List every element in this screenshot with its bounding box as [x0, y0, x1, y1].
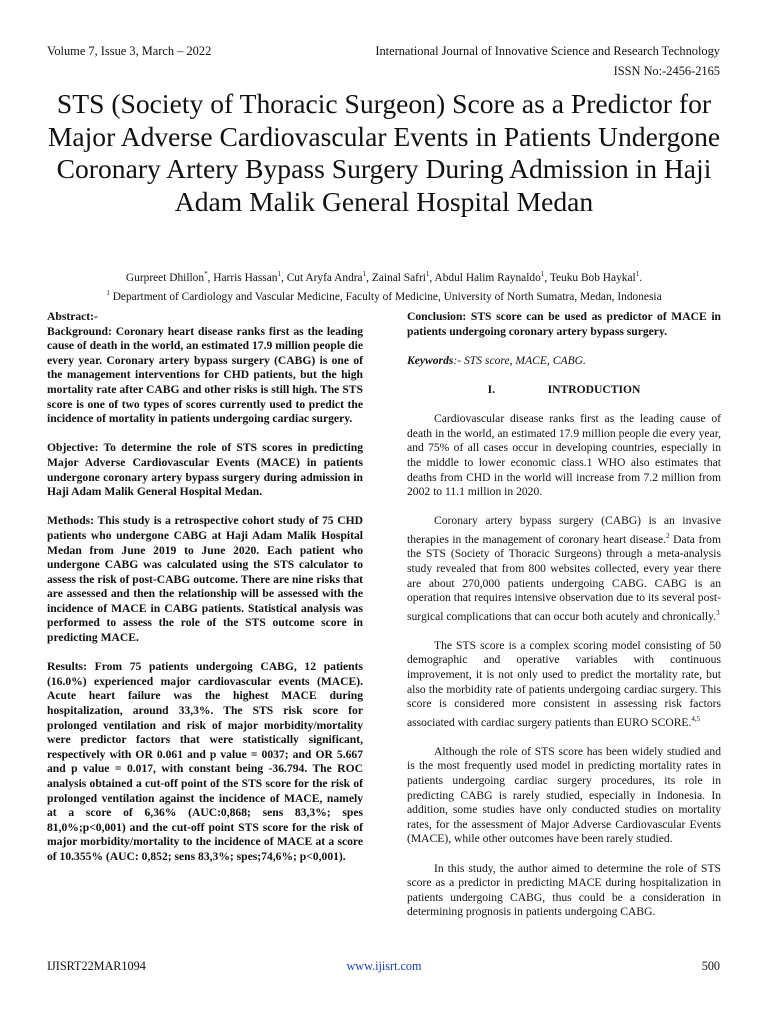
- abstract-conclusion: Conclusion: STS score can be used as predictor of MACE in patients undergoing coronary artery bypass surgery.: [407, 310, 721, 338]
- author-name: Gurpreet Dhillon: [125, 271, 205, 284]
- keywords-text: :- STS score, MACE, CABG.: [453, 353, 586, 367]
- affiliation-mark: 1: [277, 270, 281, 278]
- paper-title: STS (Society of Thoracic Surgeon) Score as a Predictor for Major Adverse Cardiovascular Events in Patients Undergone Coronary Artery Bypass Surgery During Admission in Haji Adam Malik General Hospital Medan: [47, 88, 721, 217]
- citation-ref: 3: [716, 608, 720, 617]
- abstract-results: Results: From 75 patients undergoing CABG, 12 patients (16.0%) experienced major cardiovascular events (MACE). Acute heart failure was the highest MACE during hospitalization, around 33,3%. The STS risk score for prolonged ventilation and risk of major morbidity/mortality were predictor factors that were statistically significant, respectively with OR 0.061 and p value = 0037; and OR 5.667 and p value = 0.017, with constant being -36.794. The ROC analysis obtained a cut-off point of the STS score for the risk of prolonged ventilation against the incidence of MACE, namely at a score of 6,36% (AUC:0,868; sens 83,3%; spes 81,0%;p<0,001) and the cut-off point STS score for the risk of major morbidity/mortality to the incidence of MACE at a score of 10.355% (AUC: 0,852; sens 83,3%; spes;74,6%; p<0,001).: [47, 660, 363, 863]
- intro-paragraph-1: Cardiovascular disease ranks first as the leading cause of death in the world, an estimated 17.9 million people die every year, and 75% of all cases occur in developing countries, especially in the middle to lower economic class.1 WHO also estimates that deaths from CHD in the world will increase from 7.2 million from 2002 to 11.1 million in 2020.: [407, 412, 721, 499]
- footer-page-number: 500: [701, 959, 720, 973]
- author-name: Harris Hassan: [213, 271, 278, 284]
- author-name: Zainal Safri: [371, 271, 426, 284]
- abstract-methods: Methods: This study is a retrospective cohort study of 75 CHD patients who undergone CABG at Haji Adam Malik Hospital Medan from June 2019 to June 2020. Each patient who undergone CABG was calculated using the STS calculator to assess the risk of post-CABG outcome. There are nine risks that are assessed and then the relationship will be assessed with the incidence of MACE in CABG patients. Statistical analysis was performed to assess the role of the STS outcome score in predicting MACE.: [47, 514, 363, 645]
- affiliation: [40, 286, 728, 305]
- author-name: Cut Aryfa Andra: [286, 271, 363, 284]
- intro-paragraph-2: [407, 514, 721, 624]
- paragraph-text: Data from the STS (Society of Thoracic Surgeons) through a meta-analysis study revealed that from 800 websites collected, every year there are about 270,000 patients undergoing CABG. CABG is an operation that requires intensive observation due to its several post-surgical complications that can occur both acutely and chronically.: [407, 532, 721, 623]
- abstract-objective: Objective: To determine the role of STS scores in predicting Major Adverse Cardiovascular Events (MACE) in patients undergone coronary artery bypass surgery during admission in Haji Adam Malik General Hospital Medan.: [47, 441, 363, 499]
- intro-paragraph-5: In this study, the author aimed to determine the role of STS score as a predictor in predicting MACE during hospitalization in patients undergoing CABG, thus could be a consideration in determining prognosis in patients undergoing CABG.: [407, 861, 721, 919]
- section-heading: [407, 383, 721, 398]
- paragraph-text: Coronary artery bypass surgery (CABG) is an invasive therapies in the management of coronary heart disease.: [407, 514, 721, 546]
- citation-ref: 4,5: [691, 714, 701, 723]
- intro-paragraph-3: [407, 639, 721, 730]
- keywords-label: Keywords: [407, 353, 454, 367]
- affiliation-mark: 1: [106, 288, 110, 297]
- section-number: I.: [487, 382, 496, 396]
- affiliation-mark: 1: [540, 270, 545, 278]
- header-journal: International Journal of Innovative Science and Research Technology: [375, 44, 720, 58]
- author-list: Gurpreet Dhillon*, Harris Hassan$^1$, Cut Aryfa Andra$^1$, Zainal Safri$^1$, Abdul Halim Raynaldo$^1$, Teuku Bob Haykal$^1$.: [125, 270, 643, 284]
- abstract-label: Abstract:-: [47, 310, 98, 323]
- section-title: INTRODUCTION: [547, 382, 641, 396]
- corresponding-mark: *: [204, 270, 208, 278]
- author-block: [40, 267, 728, 305]
- affiliation-mark: 1: [635, 270, 640, 278]
- affiliation-mark: 1: [362, 270, 367, 278]
- header-issn: ISSN No:-2456-2165: [613, 64, 720, 78]
- citation-ref: 2: [666, 531, 670, 540]
- author-name: Teuku Bob Haykal: [549, 271, 636, 284]
- affiliation-mark: 1: [425, 270, 430, 278]
- paragraph-text: The STS score is a complex scoring model consisting of 50 demographic and operative variables with continuous improvement, it is not only used to predict the mortality rate, but also the morbidity rate of patients undergoing cardiac surgery. This score is considered more consistent in assessing risk factors associated with cardiac surgery patients than EURO SCORE.: [407, 638, 721, 729]
- footer-website-link[interactable]: www.ijisrt.com: [346, 959, 422, 973]
- keywords: [407, 354, 721, 369]
- footer-article-id: IJISRT22MAR1094: [47, 959, 146, 973]
- affiliation-text: Department of Cardiology and Vascular Medicine, Faculty of Medicine, University of North Sumatra, Medan, Indonesia: [109, 290, 662, 303]
- left-column: [47, 310, 363, 865]
- abstract-background: Background: Coronary heart disease ranks first as the leading cause of death in the world, an estimated 17.9 million people die every year. Coronary artery bypass surgery (CABG) is one of the management interventions for CHD patients, but the high mortality rate after CABG and other risks is still high. The STS score is one of two types of scores currently used to predict the incidence of mortality in patients undergoing cardiac surgery.: [47, 324, 363, 426]
- header-volume: Volume 7, Issue 3, March – 2022: [47, 44, 212, 58]
- intro-paragraph-4: Although the role of STS score has been widely studied and is the most frequently used model in predicting mortality rates in patients undergoing cardiac surgery procedures, its role in predicting CABG is rarely studied, especially in Indonesia. In addition, some studies have only conducted studies on mortality rates, for the assessment of Major Adverse Cardiovascular Events (MACE), while other outcomes have been rarely studied.: [407, 744, 721, 846]
- author-name: Abdul Halim Raynaldo: [434, 271, 541, 284]
- right-column: [407, 310, 721, 935]
